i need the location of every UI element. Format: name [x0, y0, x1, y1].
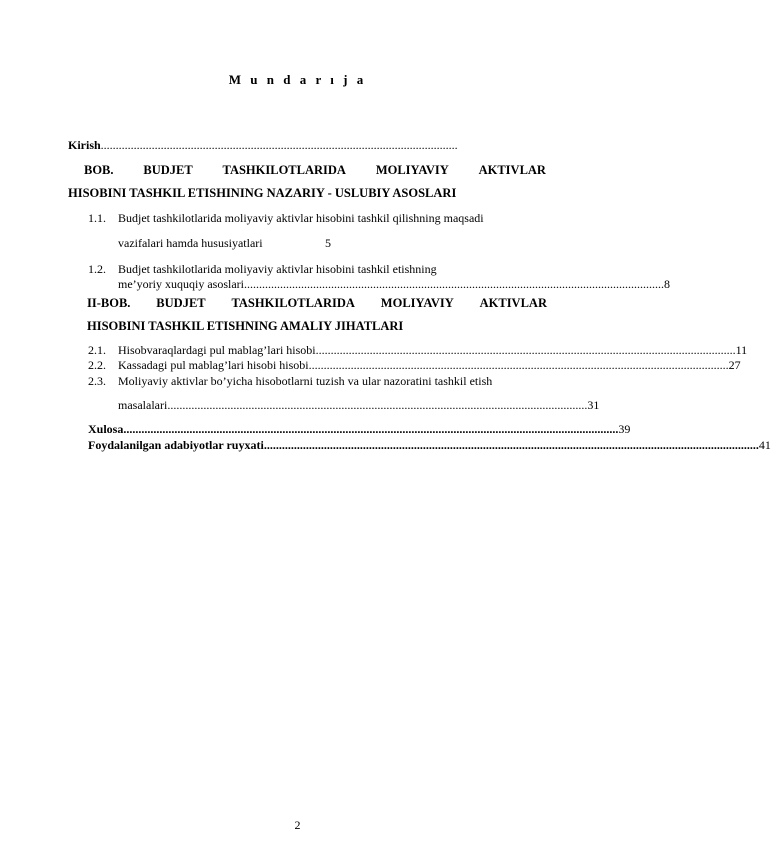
toc-item-1-1-page: 5 — [325, 236, 331, 250]
toc-item-2-3-page: 31 — [587, 398, 600, 412]
chapter-1-heading-line1 — [84, 163, 546, 178]
chapter-2-word: AKTIVLAR — [479, 296, 547, 310]
chapter-2-word: MOLIYAVIY — [380, 296, 454, 310]
chapter-2-word: BUDJET — [156, 296, 206, 310]
toc-leader-dots: ............................................................................................................................................ — [315, 343, 736, 357]
toc-conclusion-page: 39 — [618, 422, 631, 436]
toc-item-1-2-line2 — [118, 277, 670, 292]
toc-intro-dots: ....................................................................................................................... — [100, 138, 458, 152]
toc-item-2-2 — [118, 358, 741, 373]
toc-item-2-3-text-line1: Moliyaviy aktivlar bo’yicha hisobotlarni tuzish va ular nazoratini tashkil etish — [118, 374, 493, 388]
toc-item-2-3-line2 — [118, 398, 600, 413]
chapter-1-word: BOB. — [84, 163, 114, 177]
chapter-2-heading-line1 — [87, 296, 547, 311]
toc-item-2-3-number: 2.3. — [88, 374, 106, 388]
toc-item-1-1-text-line2: vazifalari hamda hususiyatlari — [118, 236, 263, 250]
chapter-1-heading-line2: HISOBINI TASHKIL ETISHINING NAZARIY - USLUBIY ASOSLARI — [68, 186, 457, 200]
toc-item-1-2-text-line2: me’yoriy xuquqiy asoslari — [118, 277, 244, 291]
toc-leader-dots: ............................................................................................................................................ — [243, 277, 664, 291]
toc-entry-references — [88, 438, 771, 453]
toc-entry-intro — [68, 138, 513, 153]
chapter-1-word: MOLIYAVIY — [375, 163, 449, 177]
toc-leader-dots: ..................................................................................................................................................................... — [263, 438, 759, 452]
toc-item-2-1 — [118, 343, 748, 358]
toc-leader-dots: ............................................................................................................................................ — [167, 398, 588, 412]
toc-leader-dots: ..................................................................................................................................................................... — [123, 422, 619, 436]
toc-item-1-1-text-line1: Budjet tashkilotlarida moliyaviy aktivlar hisobini tashkil qilishning maqsadi — [118, 211, 484, 225]
toc-conclusion-label: Xulosa — [88, 422, 124, 436]
chapter-2-word: TASHKILOTLARIDA — [231, 296, 355, 310]
chapter-2-word: II-BOB. — [87, 296, 131, 310]
toc-intro-label: Kirish — [68, 138, 101, 152]
toc-item-2-1-number: 2.1. — [88, 343, 106, 357]
chapter-1-word: AKTIVLAR — [478, 163, 546, 177]
chapter-1-word: BUDJET — [143, 163, 193, 177]
toc-leader-dots: ............................................................................................................................................ — [308, 358, 729, 372]
toc-entry-conclusion — [88, 422, 631, 437]
toc-item-2-1-page: 11 — [735, 343, 748, 357]
toc-item-2-1-text: Hisobvaraqlardagi pul mablag’lari hisobi — [118, 343, 316, 357]
toc-references-page: 41 — [758, 438, 771, 452]
toc-item-1-2-number: 1.2. — [88, 262, 106, 276]
toc-references-label: Foydalanilgan adabiyotlar ruyxati — [88, 438, 264, 452]
toc-item-1-2-page: 8 — [663, 277, 670, 291]
toc-item-2-2-text: Kassadagi pul mablag’lari hisobi hisobi — [118, 358, 309, 372]
toc-item-1-1-number: 1.1. — [88, 211, 106, 225]
toc-item-1-2-text-line1: Budjet tashkilotlarida moliyaviy aktivlar hisobini tashkil etishning — [118, 262, 437, 276]
toc-item-2-3-text-line2: masalalari — [118, 398, 168, 412]
document-title: M u n d a r ı j a — [228, 72, 367, 87]
chapter-1-word: TASHKILOTLARIDA — [222, 163, 346, 177]
toc-item-2-2-number: 2.2. — [88, 358, 106, 372]
chapter-2-heading-line2: HISOBINI TASHKIL ETISHNING AMALIY JIHATLARI — [87, 319, 404, 333]
toc-item-2-2-page: 27 — [728, 358, 741, 372]
page-number: 2 — [294, 818, 301, 832]
